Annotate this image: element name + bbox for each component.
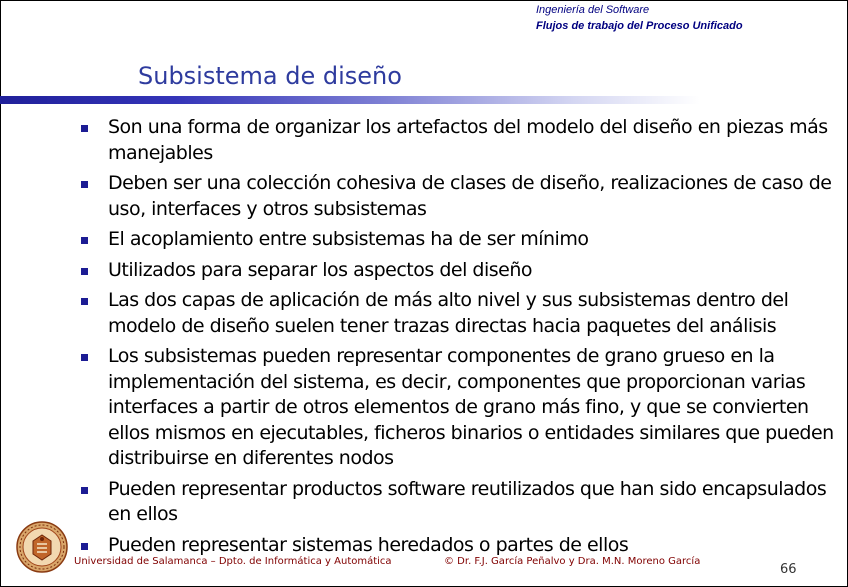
footer-copyright: © Dr. F.J. García Peñalvo y Dra. M.N. Moreno García [444, 556, 701, 567]
bullet-item [78, 258, 838, 284]
bullet-text: Utilizados para separar los aspectos del diseño [108, 258, 532, 281]
bullet-item [78, 171, 838, 222]
square-bullet-icon [81, 354, 88, 361]
bullet-text: Pueden representar productos software reutilizados que han sido encapsulados en ellos [108, 477, 827, 525]
bullet-text: Deben ser una colección cohesiva de clases de diseño, realizaciones de caso de uso, interfaces y otros subsistemas [108, 172, 832, 220]
bullet-text: Los subsistemas pueden representar componentes de grano grueso en la implementación del sistema, es decir, componentes que proporcionan varias interfaces a partir de otros elementos de grano más fino, y que se convierten ellos mismos en ejecutables, ficheros binarios o entidades similares que pueden distribuirse en diferentes nodos [108, 345, 834, 469]
square-bullet-icon [81, 268, 88, 275]
bullet-text: Son una forma de organizar los artefactos del modelo del diseño en piezas más manejables [108, 116, 828, 164]
square-bullet-icon [81, 237, 88, 244]
bullet-item [78, 227, 838, 253]
square-bullet-icon [81, 125, 88, 132]
square-bullet-icon [81, 487, 88, 494]
footer-university: Universidad de Salamanca – Dpto. de Informática y Automática [74, 556, 392, 567]
slide-header [536, 2, 743, 34]
section-name: Flujos de trabajo del Proceso Unificado [536, 20, 743, 32]
bullet-text: Las dos capas de aplicación de más alto nivel y sus subsistemas dentro del modelo de diseño suelen tener trazas directas hacia paquetes del análisis [108, 289, 789, 337]
bullet-text: El acoplamiento entre subsistemas ha de ser mínimo [108, 228, 589, 250]
bullet-item [78, 477, 838, 528]
university-seal-icon [16, 521, 68, 573]
bullet-list [78, 115, 838, 563]
slide-title: Subsistema de diseño [138, 62, 402, 90]
bullet-item [78, 288, 838, 339]
course-name: Ingeniería del Software [536, 4, 650, 16]
page-number: 66 [780, 562, 797, 577]
title-underline-bar [0, 96, 700, 104]
square-bullet-icon [81, 181, 88, 188]
square-bullet-icon [81, 298, 88, 305]
bullet-text: Pueden representar sistemas heredados o partes de ellos [108, 533, 629, 556]
bullet-item [78, 344, 838, 472]
square-bullet-icon [81, 543, 88, 550]
bullet-item [78, 115, 838, 166]
bullet-item [78, 533, 838, 559]
